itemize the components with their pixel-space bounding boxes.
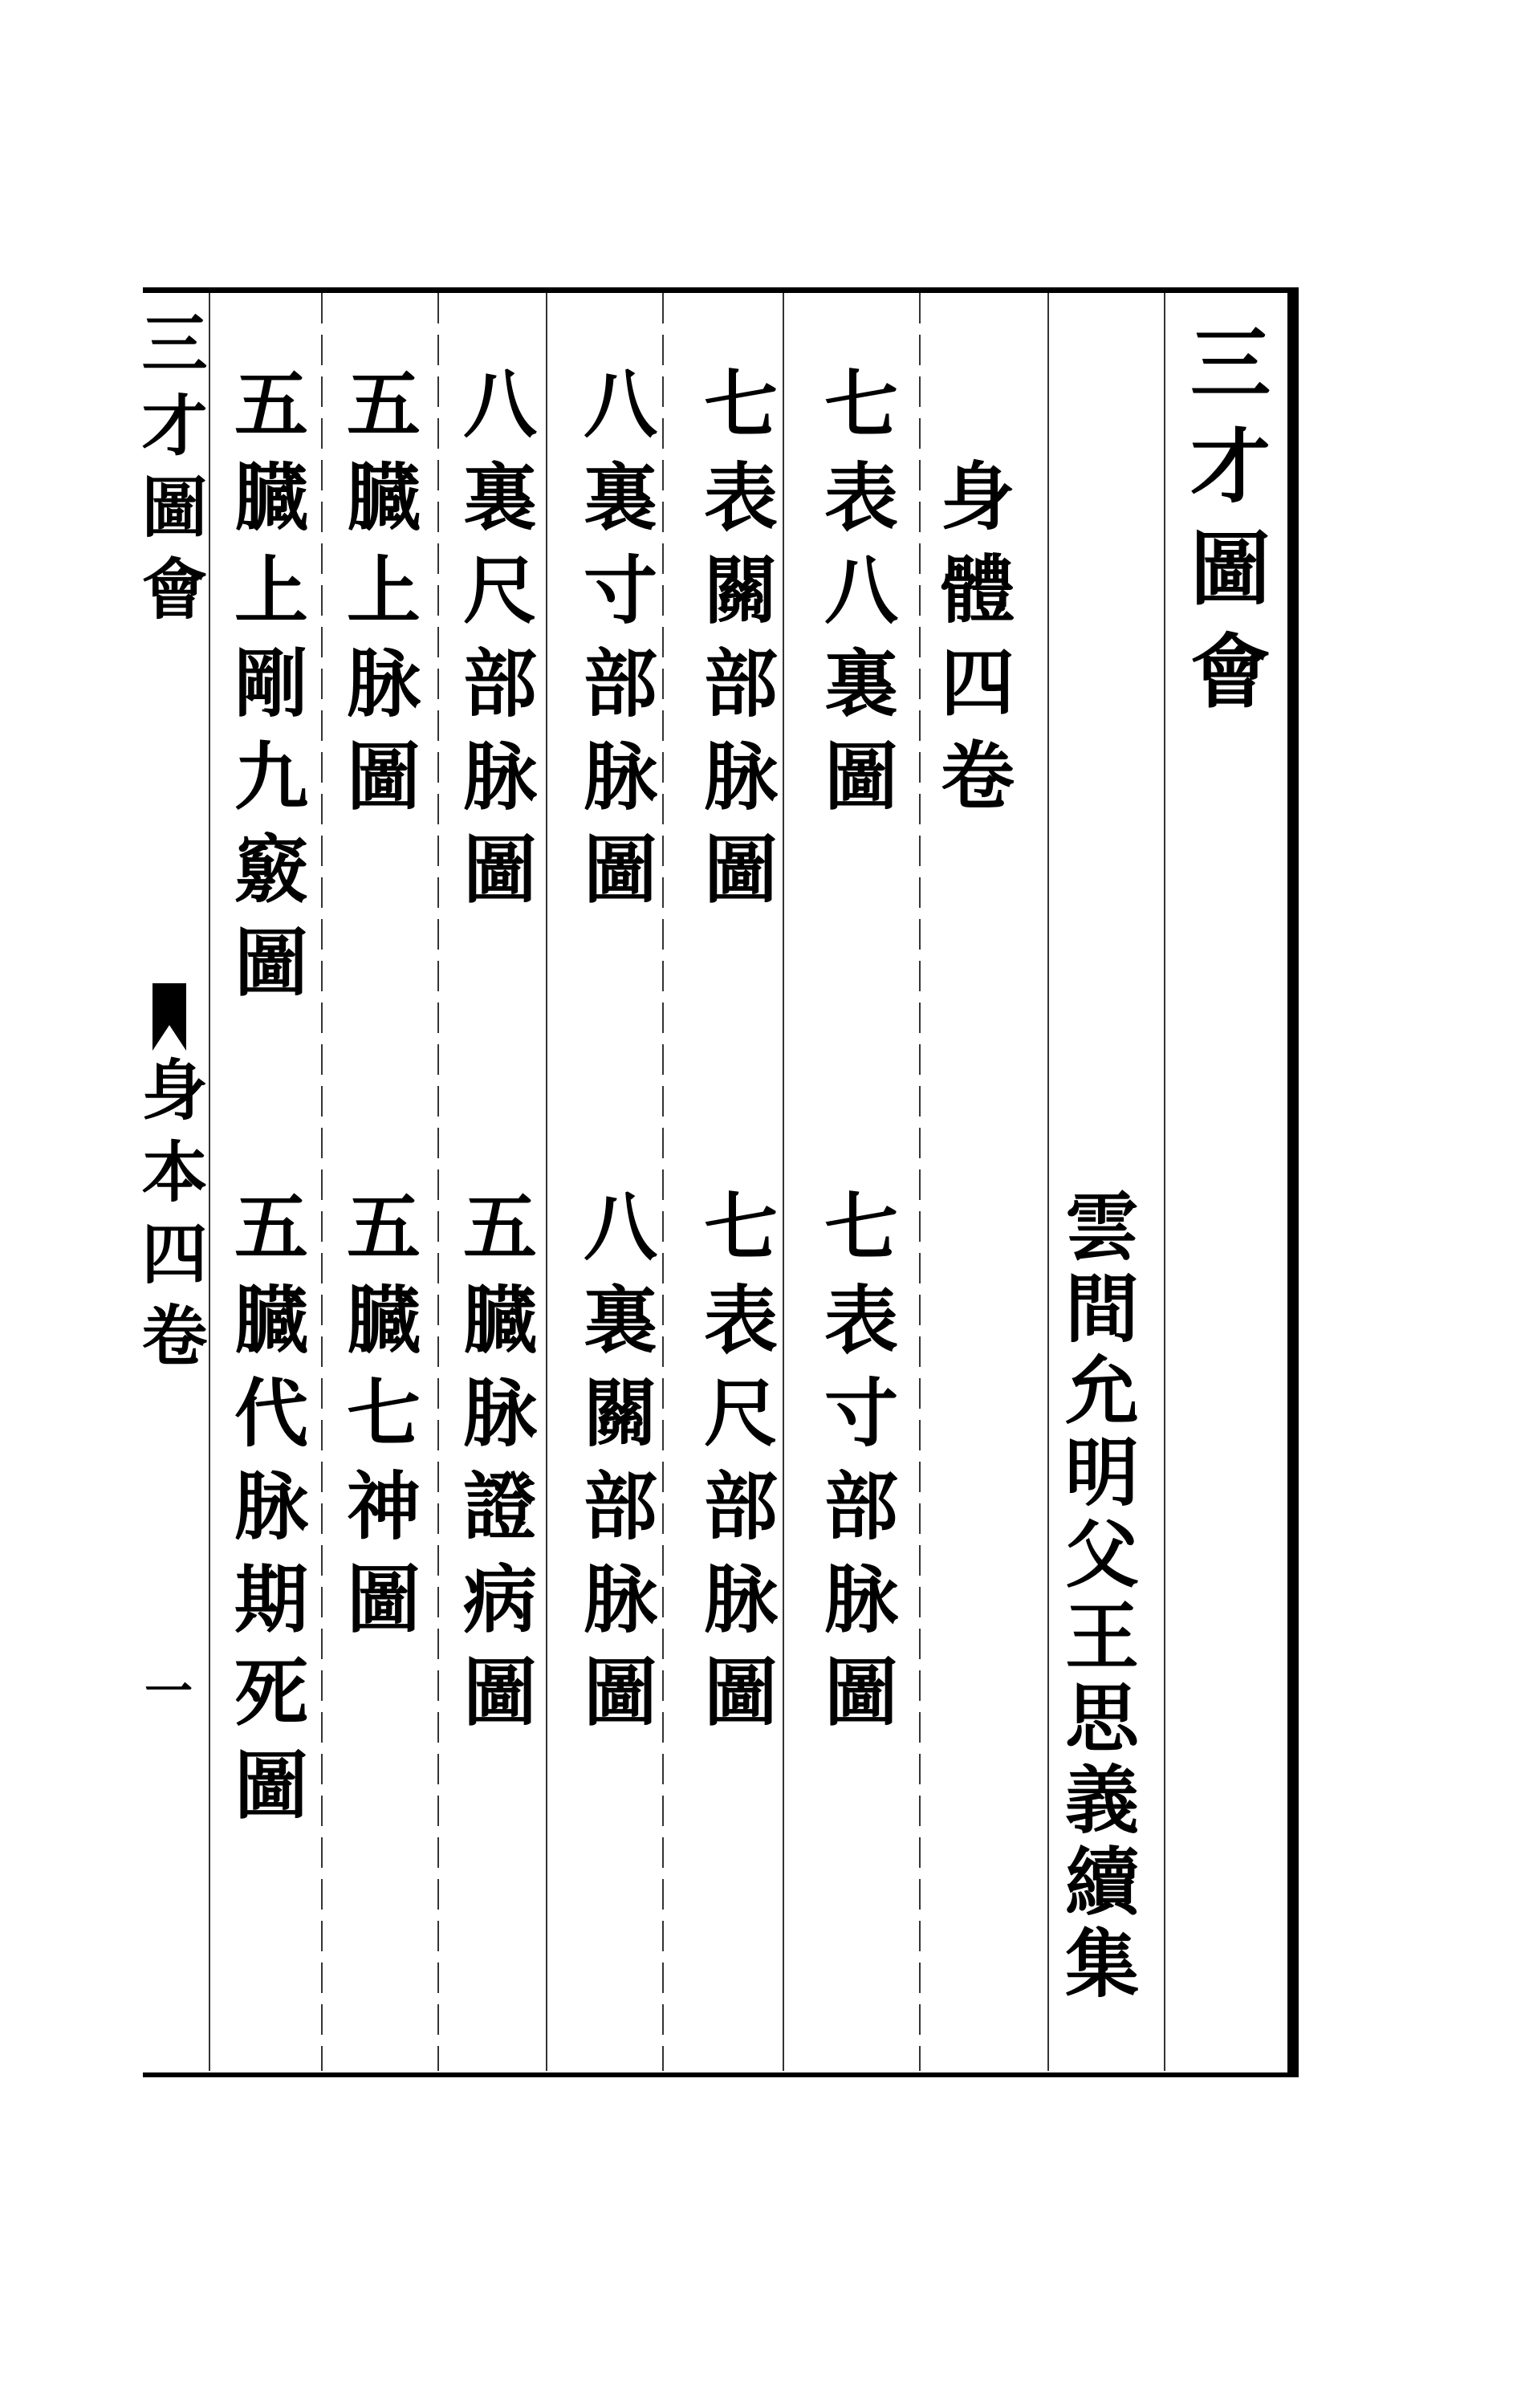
entry-upper: 八裏尺部脉圖: [451, 365, 538, 924]
entry-upper: 七表關部脉圖: [692, 365, 779, 924]
column-rule: [1047, 293, 1049, 2071]
column-rule: [546, 293, 547, 2071]
column-rule: [321, 293, 323, 2071]
column-rule: [783, 293, 784, 2071]
entry-upper: 八裏寸部脉圖: [571, 365, 658, 924]
entry-upper: 七表八裏圖: [812, 365, 899, 831]
column-rule: [437, 293, 439, 2071]
margin-volume: 身本四卷: [131, 1056, 208, 1383]
entry-upper: 五臓上剛九竅圖: [222, 365, 309, 1017]
column-rule: [919, 293, 921, 2071]
entry-lower: 七表尺部脉圖: [692, 1188, 779, 1747]
compiler-credit: 雲間允明父王思義續集: [1053, 1188, 1140, 2007]
entry-lower: 五臓七神圖: [335, 1188, 421, 1653]
column-rule: [209, 293, 210, 2071]
margin-page-number: 一: [144, 1664, 193, 1720]
section-title: 身體四卷: [929, 458, 1015, 830]
entry-upper: 五臓上脉圖: [335, 365, 421, 831]
entry-lower: 七表寸部脉圖: [812, 1188, 899, 1747]
column-rule: [1164, 293, 1165, 2071]
entry-lower: 八裏關部脉圖: [571, 1188, 658, 1747]
entry-lower: 五臓代脉期死圖: [222, 1188, 309, 1840]
column-rule: [662, 293, 664, 2071]
book-title: 三才圖會: [1177, 321, 1271, 732]
margin-title: 三才圖會: [131, 309, 208, 637]
entry-lower: 五臓脉證病圖: [451, 1188, 538, 1747]
